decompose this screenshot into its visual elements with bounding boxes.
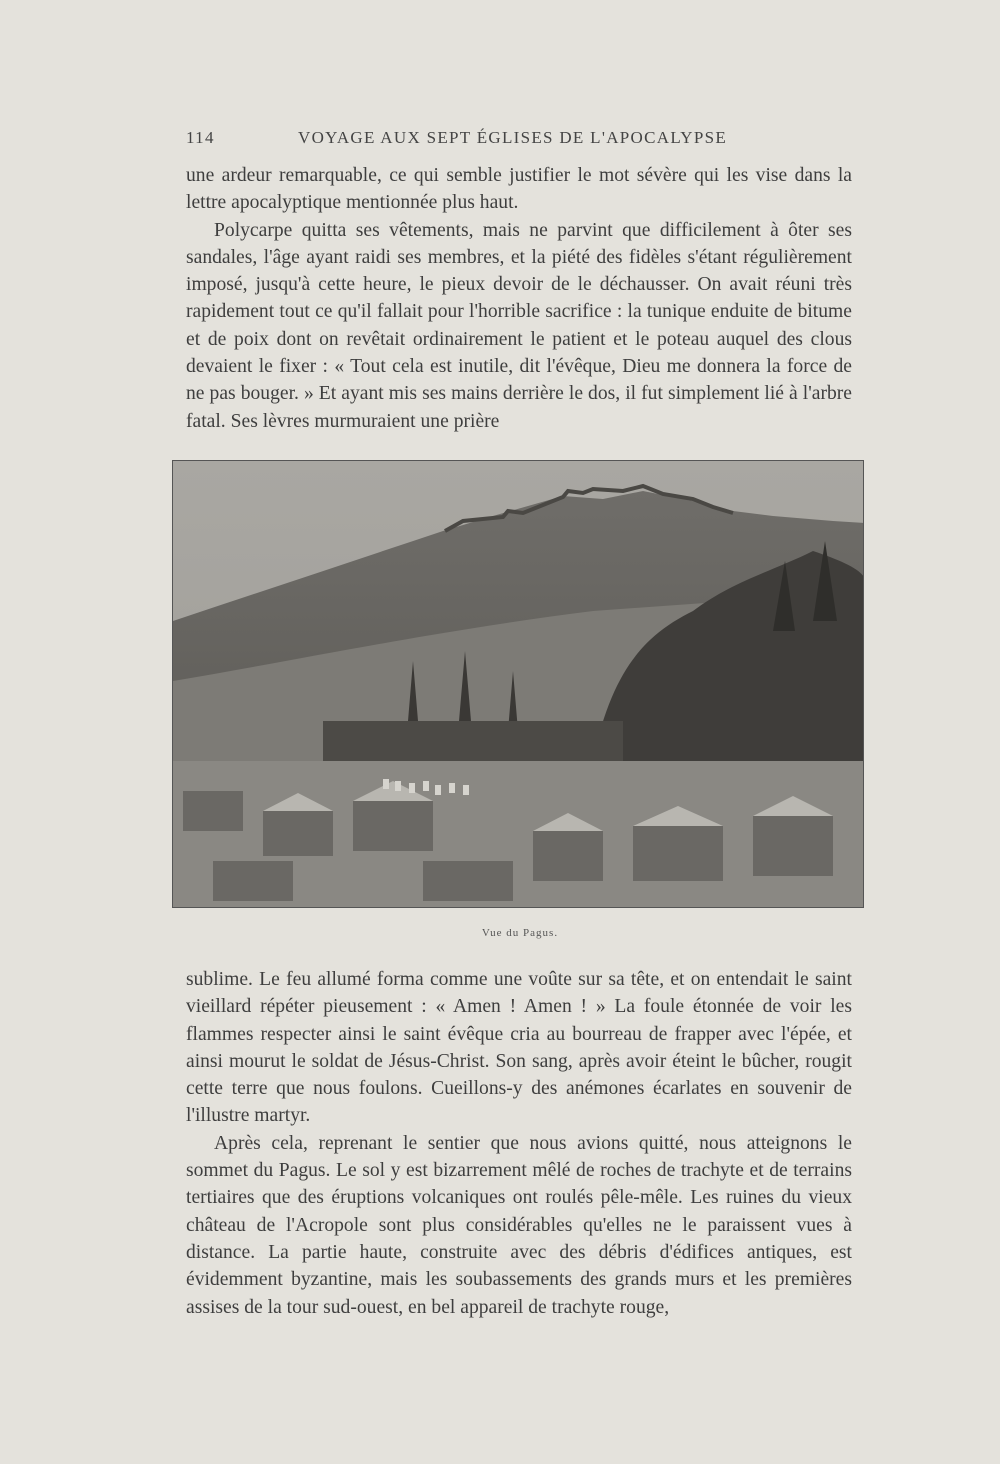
photo-view-of-pagus (172, 460, 864, 908)
paragraph: sublime. Le feu allumé forma comme une voûte sur sa tête, et on entendait le saint vieillard répéter pieusement : « Amen ! Amen ! » La foule étonnée de voir les flammes respecter ainsi le saint évêque cria au bourreau de frapper avec l'épée, et ainsi mourut le soldat de Jésus-Christ. Son sang, après avoir éteint le bûcher, rougit cette terre que nous foulons. Cueillons-y des anémones écarlates en souvenir de l'illustre martyr. (186, 969, 852, 1127)
paragraph: Polycarpe quitta ses vêtements, mais ne parvint que difficilement à ôter ses sandales, l'âge ayant raidi ses membres, et la piété des fidèles s'étant régulièrement imposé, jusqu'à cette heure, le pieux devoir de le déchausser. On avait réuni très rapidement tout ce qu'il fallait pour l'horrible sacrifice : la tunique enduite de bitume et de poix dont on revêtait ordinairement le patient et le poteau auquel des clous devaient le fixer : « Tout cela est inutile, dit l'évêque, Dieu me donnera la force de ne pas bouger. » Et ayant mis ses mains derrière le dos, il fut simplement lié à l'arbre fatal. Ses lèvres murmuraient une prière (186, 219, 852, 432)
paragraph: Après cela, reprenant le sentier que nous avions quitté, nous atteignons le sommet du Pagus. Le sol y est bizarrement mêlé de roches de trachyte et de terrains tertiaires que des éruptions volcaniques ont roulés pêle-mêle. Les ruines du vieux château de l'Acropole sont plus considérables qu'elles ne le paraissent vues à distance. La partie haute, construite avec des débris d'édifices antiques, est évidemment byzantine, mais les soubassements des grands murs et les premières assises de la tour sud-ouest, en bel appareil de trachyte rouge, (186, 1132, 852, 1318)
page-number: 114 (186, 128, 215, 147)
paragraph: une ardeur remarquable, ce qui semble justifier le mot sévère qui les vise dans la lettre apocalyptique mentionnée plus haut. (186, 165, 852, 214)
running-title: VOYAGE AUX SEPT ÉGLISES DE L'APOCALYPSE (298, 128, 728, 147)
running-header (186, 128, 852, 154)
text-block-bottom (186, 966, 852, 1321)
photo-illustration (173, 461, 864, 908)
text-block-top (186, 162, 852, 435)
figure-caption: Vue du Pagus. (481, 927, 559, 939)
